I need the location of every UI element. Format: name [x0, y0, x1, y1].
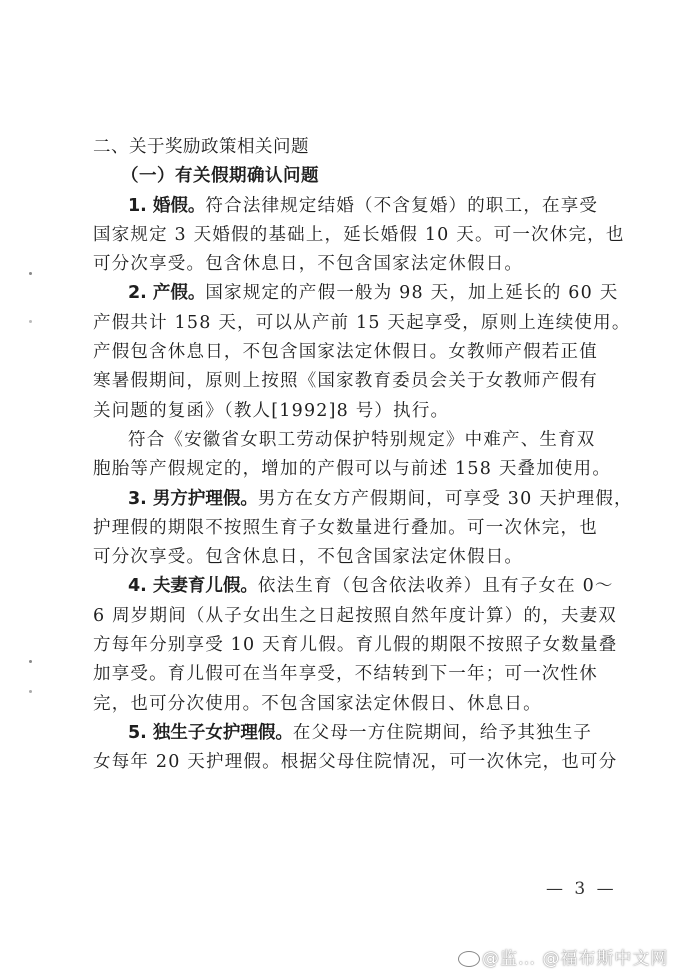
paragraph-paternity-leave: [93, 485, 633, 573]
scan-dot: [29, 272, 32, 275]
paragraph-maternity-leave: [93, 279, 631, 484]
item-text: 寒暑假期间，原则上按照《国家教育委员会关于女教师产假有: [93, 371, 598, 392]
scan-dot: [29, 660, 32, 663]
item-text: 6 周岁期间（从子女出生之日起按照自然年度计算）的，夫妻双: [93, 605, 617, 626]
paragraph-marriage-leave: [93, 192, 625, 280]
item-text: 加享受。育儿假可在当年享受，不结转到下一年；可一次性休: [93, 664, 598, 685]
item-title: 1. 婚假。: [128, 195, 206, 216]
item-text: 男方在女方产假期间，可享受 30 天护理假，: [257, 488, 633, 509]
paragraph-parental-leave: [93, 572, 618, 718]
paragraph-only-child-care-leave: [93, 719, 618, 778]
item-text: 符合《安徽省女职工劳动保护特别规定》中难产、生育双: [128, 429, 596, 450]
scan-dot: [29, 690, 32, 693]
item-text: 方每年分别享受 10 天育儿假。育儿假的期限不按照子女数量叠: [93, 635, 618, 656]
watermark: [458, 944, 668, 969]
weibo-icon: [458, 951, 480, 967]
item-text: 产假共计 158 天，可以从产前 15 天起享受，原则上连续使用。: [93, 312, 631, 333]
item-text: 完，也可分次使用。不包含国家法定休假日、休息日。: [93, 693, 542, 714]
item-title: 4. 夫妻育儿假。: [128, 576, 258, 597]
item-title: 2. 产假。: [128, 283, 206, 304]
item-text: 可分次享受。包含休息日，不包含国家法定休假日。: [93, 547, 524, 568]
item-text: 护理假的期限不按照生育子女数量进行叠加。可一次休完，也: [93, 517, 598, 538]
section-title: 二、关于奖励政策相关问题: [93, 137, 309, 157]
page-number: — 3 —: [546, 879, 617, 899]
watermark-text: @监… @福布斯中文网: [482, 949, 669, 969]
scan-dot: [29, 320, 32, 323]
item-text: 胞胎等产假规定的，增加的产假可以与前述 158 天叠加使用。: [93, 459, 612, 480]
item-text: 产假包含休息日，不包含国家法定休假日。女教师产假若正值: [93, 342, 598, 363]
item-title: 5. 独生子女护理假。: [128, 722, 293, 743]
document-body: [93, 133, 633, 778]
subsection-title: （一）有关假期确认问题: [121, 166, 319, 187]
item-text: 符合法律规定结婚（不含复婚）的职工，在享受: [205, 195, 599, 216]
item-text: 关问题的复函》（教人[1992]8 号）执行。: [93, 400, 450, 421]
item-text: 女每年 20 天护理假。根据父母住院情况，可一次休完，也可分: [93, 752, 618, 773]
item-text: 国家规定的产假一般为 98 天，加上延长的 60 天: [205, 283, 619, 304]
item-text: 可分次享受。包含休息日，不包含国家法定休假日。: [93, 254, 524, 275]
item-text: 依法生育（包含依法收养）且有子女在 0～: [257, 576, 614, 597]
item-title: 3. 男方护理假。: [128, 488, 258, 509]
item-text: 在父母一方住院期间，给予其独生子: [292, 722, 593, 743]
item-text: 国家规定 3 天婚假的基础上，延长婚假 10 天。可一次休完，也: [93, 224, 625, 245]
